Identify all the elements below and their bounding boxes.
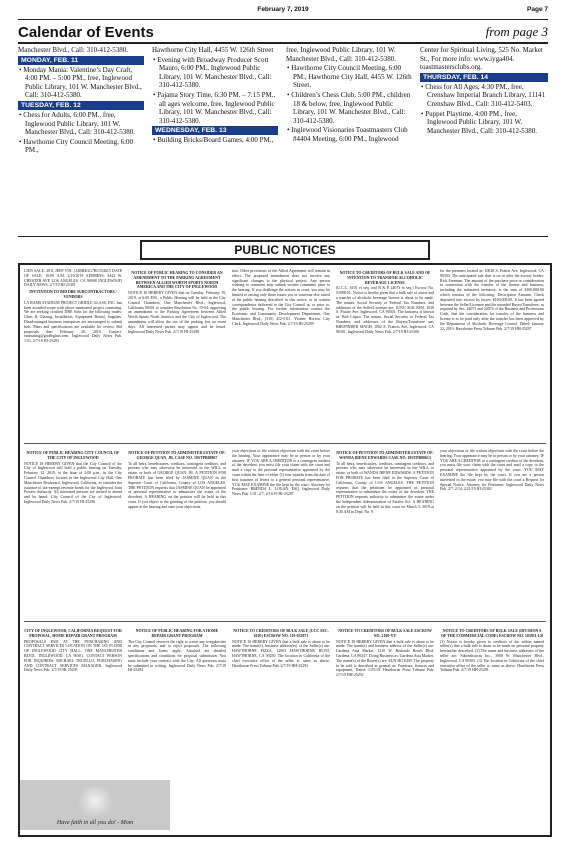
notice-text: LIEN SALE: 2011 JEEP VIN: 1J4RR4GG7BC554615 DATE OF SALE: 10:00 A.M. 2/19/2019 ADDRESS: 3443 W. CHESTER AVE LOS ANGELES, CA 90008 INGLEWOOD DAILY NEWS: 2/7/19 HI-25301 <box>24 269 122 288</box>
notice-column <box>24 269 122 439</box>
calendar-section <box>18 46 548 234</box>
event-item: • Chess for All Ages, 4:30 PM., free, Crenshaw Imperial Branch Library, 11141 Crenshaw Blvd., Call: 310-412-5403. <box>421 82 546 108</box>
notice-column <box>336 627 434 827</box>
event-text: Hawthorne City Hall, 4455 W. 126th Street <box>152 46 274 54</box>
event-item: • Evening with Broadway Producer Scott Mauro, 6:00 PM., Inglewood Public Library, 101 W. Manchester Blvd., Call: 310-412-5380. <box>153 55 272 90</box>
event-item: • Pajama Story Time, 6:30 PM. – 7:15 PM., all ages welcome, free, Inglewood Public Library, 101 W. Manchester Blvd., Call: 310-412-5380. <box>153 90 276 125</box>
memorial-ad <box>20 780 170 830</box>
notice-divider <box>24 621 546 622</box>
notice-text: for the premises located at: 10020 S. Prairie Ave, Inglewood, CA 90303. The anticipated sale date is on or after the escrow holder: Rick Freeman. The amount of the purchase price or consideration in connection with the transfer of the license and business, including the estimated inventory, is the sum of $160,000.00 which consists of the following: Description Amount: Check deposited into escrow by buyer: $160,000.00. It has been agreed between the Seller/Licensee and the intended Buyer/Transferee, as required by Sec. 24073 and 24074 of the Business and Professions Code, that the consideration for transfer of the business and license is to be paid only after the transfer has been approved by the Department of Alcoholic Beverage Control. Dated: January 22, 2019. Hawthorne Press Tribune Pub. 2/7/19 HH-25297 <box>440 269 544 331</box>
public-notices-title: PUBLIC NOTICES <box>140 240 430 260</box>
event-text: free, Inglewood Public Library, 101 W. Manchester Blvd., Call: 310-412-5380. <box>286 46 397 63</box>
notice-text: The City Council reserves the right to waive any irregularities in any proposals, and to reject proposals. The following conditions and forms apply. Attached are detailed specifications and conditions for proposal submission. You must include your contract with the City. All questions must be submitted in writing. Inglewood Daily News Pub. 2/7/19 HI-25294 <box>128 639 226 673</box>
public-notices-section <box>18 263 552 837</box>
notice-title: NOTICE TO CREDITORS OF BULK SALE (UCC SEC. 6105) ESCROW NO. 110-032971 <box>233 629 329 638</box>
notice-column <box>440 449 544 617</box>
ad-caption: Have faith in all you do! - Mom <box>56 820 134 826</box>
event-item: • Building Bricks/Board Games, 4:00 PM., <box>153 136 274 145</box>
event-item: • Puppet Playtime, 4:00 PM., free, Inglewood Public Library, 101 W. Manchester Blvd., Call: 310-412-5380. <box>421 109 538 135</box>
issue-date: February 7, 2019 <box>257 6 309 13</box>
notice-column <box>128 269 226 439</box>
notice-text: NOTICE IS HEREBY GIVEN that the City Council of the City of Inglewood will hold a public hearing on Tuesday, February 12, 2019, at the hour of 2:00 p.m., in the City Council Chambers, located in the Inglewood City Hall, One Manchester Boulevard, Inglewood, California, to consider the issuance of tax-exempt revenue bonds for the Inglewood Joint Powers Authority. All interested persons are invited to attend and be heard. City Council of the City of Inglewood. Inglewood Daily News Pub. 2/7/19 HI-25296 <box>24 461 122 504</box>
notice-title: NOTICE OF PUBLIC HEARING TO CONSIDER AN AMENDMENT TO THE PARKING AGREEMENT BETWEEN ALLIED WORTH SPORTS NORTH AMERICA AND THE CITY OF INGLEWOOD <box>131 271 223 290</box>
header-rule <box>18 19 548 20</box>
notice-title: NOTICE TO CREDITORS OF BULK SALE (DIVISION 6 OF THE COMMERCIAL CODE) ESCROW NO. 103951-LB <box>440 629 544 638</box>
event-text: Manchester Blvd., Call: 310-412-5380. <box>18 46 129 54</box>
calendar-column-1 <box>18 46 144 234</box>
notice-text: (1) Notice is hereby given to creditors of the within named seller(s) that a bulk sale is about to be made on personal property hereinafter described. (2) The name and business addresses of the seller are: Subrealisticas Inc., 3008 W. Manchester Blvd., Inglewood, CA 90305. (3) The location in California of the chief executive office of the seller is: same as above. Hawthorne Press Tribune Pub. 2/7/19 HH-25291 <box>440 639 544 673</box>
notice-column <box>24 449 122 617</box>
event-item: • Chess for Adults, 6:00 PM., free, Inglewood Public Library, 101 W. Manchester Blvd., Call: 310-412-5380. <box>19 110 136 137</box>
notice-title: NOTICE TO CREDITORS OF BULK SALE AND OF INTENTION TO TRANSFER ALCOHOLIC BEVERAGE LICENSE <box>339 271 431 285</box>
notice-text: your objections or file written objections with the court before the hearing. Your appearance may be in person or by your attorney. IF YOU ARE A CREDITOR or a contingent creditor of the decedent, you must file your claim with the court and mail a copy to the personal representative appointed by the court within the later of either (1) four months from the date of first issuance of letters to a general personal representative. YOU MAY EXAMINE the file kept by the court. Attorney for Petitioner: BRENDA L. LOGAN, ESQ. Inglewood Daily News Pub. 1/31, 2/7, 2/14/19 HI-25287 <box>232 449 330 497</box>
notice-title: NOTICE OF PUBLIC HEARING CITY COUNCIL OF THE CITY OF INGLEWOOD <box>26 451 120 460</box>
notice-title: NOTICE TO CREDITORS OF BULK SALE ESCROW NO. 2180-YY <box>338 629 432 638</box>
notice-text: LA RAMS STADIUM PROJECT GRIDLE GLASS, INC. has been awarded scope with above mentioned project consisting. We are seeking certified DBE Subs for the following trades: Glass & Glazing, Installation, Equipment Rental, Supplies. Disadvantaged business enterprises are encouraged to submit bids. Plans and specifications are available for review. Bid proposals due: February 20, 2019. Contact: estimating@gridleglass.com. Inglewood Daily News Pub. 1/31, 2/7/19 HI-25283 <box>24 300 122 344</box>
notice-column <box>24 627 122 777</box>
page-header <box>18 6 548 18</box>
section-rule <box>18 236 548 237</box>
notice-text: NOTICE IS HEREBY GIVEN that on Tuesday, February 19, 2019, at 6:00 P.M., a Public Hearing will be held in the City Council Chambers, One Manchester Blvd., Inglewood, California 90301 to consider Resolution No. 19-04, approving an amendment to the Parking Agreement between Allied Worth Sports North America and the City of Inglewood. The amendment will allow the use of the parking lots on event days. All interested parties may appear and be heard. Inglewood Daily News Pub. 2/7/19 HI-25298 <box>128 291 226 334</box>
day-heading: TUESDAY, FEB. 12 <box>18 101 144 110</box>
notice-column <box>232 449 330 617</box>
event-item: • Inglewood Visionaries Toastmasters Club #4404 Meeting, 6:00 PM., Inglewood <box>287 126 408 143</box>
event-text: Center for Spiritual Living, 525 No. Market St., For more info: www.iyga404. toastmastersclubs.org. <box>420 46 543 72</box>
notice-column <box>336 449 434 617</box>
notice-text: To all heirs, beneficiaries, creditors, contingent creditors, and persons who may otherwise be interested in the WILL or estate, or both of GEORGE QUAN, JR. A PETITION FOR PROBATE has been filed by JASMINE QUAN in the Superior Court of California, County of LOS ANGELES. THE PETITION requests that JASMINE QUAN be appointed as personal representative to administer the estate of the decedent. A HEARING on the petition will be held in this court. If you object to the granting of the petition, you should appear at the hearing and state your objections. <box>128 461 226 509</box>
calendar-column-2 <box>152 46 278 234</box>
notice-title: NOTICE OF PETITION TO ADMINISTER ESTATE OF: WANDA IRENE EDWARDS CASE NO. 19STPB00613 <box>336 451 434 460</box>
calendar-column-3 <box>286 46 412 234</box>
notice-text: To all heirs, beneficiaries, creditors, contingent creditors, and persons who may otherwise be interested in the WILL or estate, or both of WANDA IRENE EDWARDS. A PETITION FOR PROBATE has been filed in the Superior Court of California, County of LOS ANGELES. THE PETITION requests that the petitioner be appointed as personal representative to administer the estate of the decedent. THE PETITION requests authority to administer the estate under the Independent Administration of Estates Act. A HEARING on the petition will be held in this court on March 5, 2019 at 8:30 AM in Dept. No. 9. <box>336 461 434 514</box>
notice-divider <box>24 443 546 444</box>
continued-from: from page 3 <box>485 24 548 39</box>
ad-image <box>75 786 115 816</box>
notice-column <box>232 269 330 439</box>
notice-column <box>440 627 544 827</box>
notice-title: NOTICE OF PUBLIC HEARING FOR A HOME REPAIR GRANT PROGRAM <box>135 629 219 638</box>
notice-text: PROPOSALS DUE AT THE PURCHASING AND CONTRACT SERVICES LOCATION ON THE 1ST FLOOR OF INGLEWOOD CITY HALL, ONE MANCHESTER BLVD., INGLEWOOD, CA 90301. CONTACT PERSON FOR INQUIRIES: MICHAEL TRUJILLO, PURCHASING AND CONTRACT SERVICES MANAGER. Inglewood Daily News Pub. 2/7/19 HI-25295 <box>24 639 122 673</box>
title-rule <box>18 42 548 44</box>
event-item: • Monday Mania: Valentine’s Day Craft, 4:00 PM. – 5:00 PM., free, Inglewood Public Library, 101 W. Manchester Blvd., Call: 310-412-5380. <box>19 65 142 100</box>
notice-column <box>440 269 544 439</box>
day-heading: THURSDAY, FEB. 14 <box>420 73 548 82</box>
notice-text: NOTICE IS HEREBY GIVEN that a bulk sale is about to be made. The name(s) and business address of the Seller(s) are: Gardena Asia Market, 1410 W. Redondo Beach Blvd, Gardena, CA 90247. Doing Business as: Gardena Asia Market. The name(s) of the Buyer(s) are: SUN HO KIM. The property to be sold is described in general as: Furniture, fixtures and equipment. Dated: 1/25/19. Hawthorne Press Tribune Pub. 2/7/19 HH-25292 <box>336 639 434 678</box>
notice-text: NOTICE IS HEREBY GIVEN that a bulk sale is about to be made. The name(s), business address(es) of the Seller(s) are: HAWTHORNE PIZZA, 12903 HAWTHORNE BLVD, HAWTHORNE, CA 90250. The location in California of the chief executive office of the seller is: same as above. Hawthorne Press Tribune Pub. 2/7/19 HH-25293 <box>232 639 330 668</box>
event-item: • Hawthorne City Council Meeting, 6:00 PM., Hawthorne City Hall, 4455 W. 126th Street. <box>287 64 412 90</box>
notice-title: NOTICE OF PETITION TO ADMINISTER ESTATE OF: GEORGE QUAN, JR. CASE NO. 19STPB00867 <box>128 451 226 460</box>
notice-title: INVITATION TO BID DBE SUBCONTRACTORS / VENDORS <box>29 290 117 299</box>
notice-text: (U.C.C. 6101 et seq. and B & P 24073 et seq.) Escrow No. 51098-JL. Notice is hereby given that a bulk sale of assets and a transfer of alcoholic beverage license is about to be made. The names, Social Security or Federal Tax Numbers, and addresses of the Seller/Licensee are: JUNG SUK KIM, 1020 S. Prairie Ave, Inglewood, CA 90301. The business is known as: Bob Liquor. The names, Social Security or Federal Tax Numbers, and addresses of the Buyers/Transferee are: BHUPINDER SINGH, 1002 E. Francis Ave, Inglewood, CA 90301. Inglewood Daily News Pub. 2/7/19 HI-25300 <box>336 286 434 334</box>
day-heading: MONDAY, FEB. 11 <box>18 56 144 65</box>
notice-column <box>232 627 330 827</box>
notice-text: tion. Other provisions of the Allied Agreement will remain in effect. The proposed amendment does not involve any significant changes to the physical project. Any person wishing to comment may submit written comments prior to the hearing. If you challenge the actions in court, you may be limited to raising only those issues you or someone else raised at the public hearing described in this notice, or in written correspondence delivered to the City Council at, or prior to, the public hearing. For further information contact the Economic and Community Development Department, One Manchester Blvd., (310) 412-5111. Yvonne Horton, City Clerk. Inglewood Daily News Pub. 2/7/19 HI-25299 <box>232 269 330 326</box>
notice-title: CITY OF INGLEWOOD, CALIFORNIA REQUEST FOR PROPOSAL, HOME REPAIR GRANT PROGRAM <box>24 629 122 638</box>
notice-text: your objections or file written objections with the court before the hearing. Your appearance may be in person or by your attorney. IF YOU ARE A CREDITOR or a contingent creditor of the decedent, you must file your claim with the court and mail a copy to the personal representative appointed by the court. YOU MAY EXAMINE the file kept by the court. If you are a person interested in the estate, you may file with the court a Request for Special Notice. Attorney for Petitioner: Inglewood Daily News Pub. 2/7, 2/14, 2/21/19 HI-25302 <box>440 449 544 492</box>
page-title: Calendar of Events <box>18 24 154 41</box>
day-heading: WEDNESDAY, FEB. 13 <box>152 126 278 135</box>
event-item: • Children’s Chess Club, 5:00 PM., children 18 & below, free, Inglewood Public Library, 101 W. Manchester Blvd., Call: 310-412-5380. <box>287 90 411 125</box>
notice-column <box>336 269 434 439</box>
event-item: • Hawthorne City Council Meeting, 6:00 PM., <box>19 137 134 155</box>
page-number: Page 7 <box>527 6 548 13</box>
notice-column <box>128 449 226 617</box>
calendar-column-4 <box>420 46 548 234</box>
